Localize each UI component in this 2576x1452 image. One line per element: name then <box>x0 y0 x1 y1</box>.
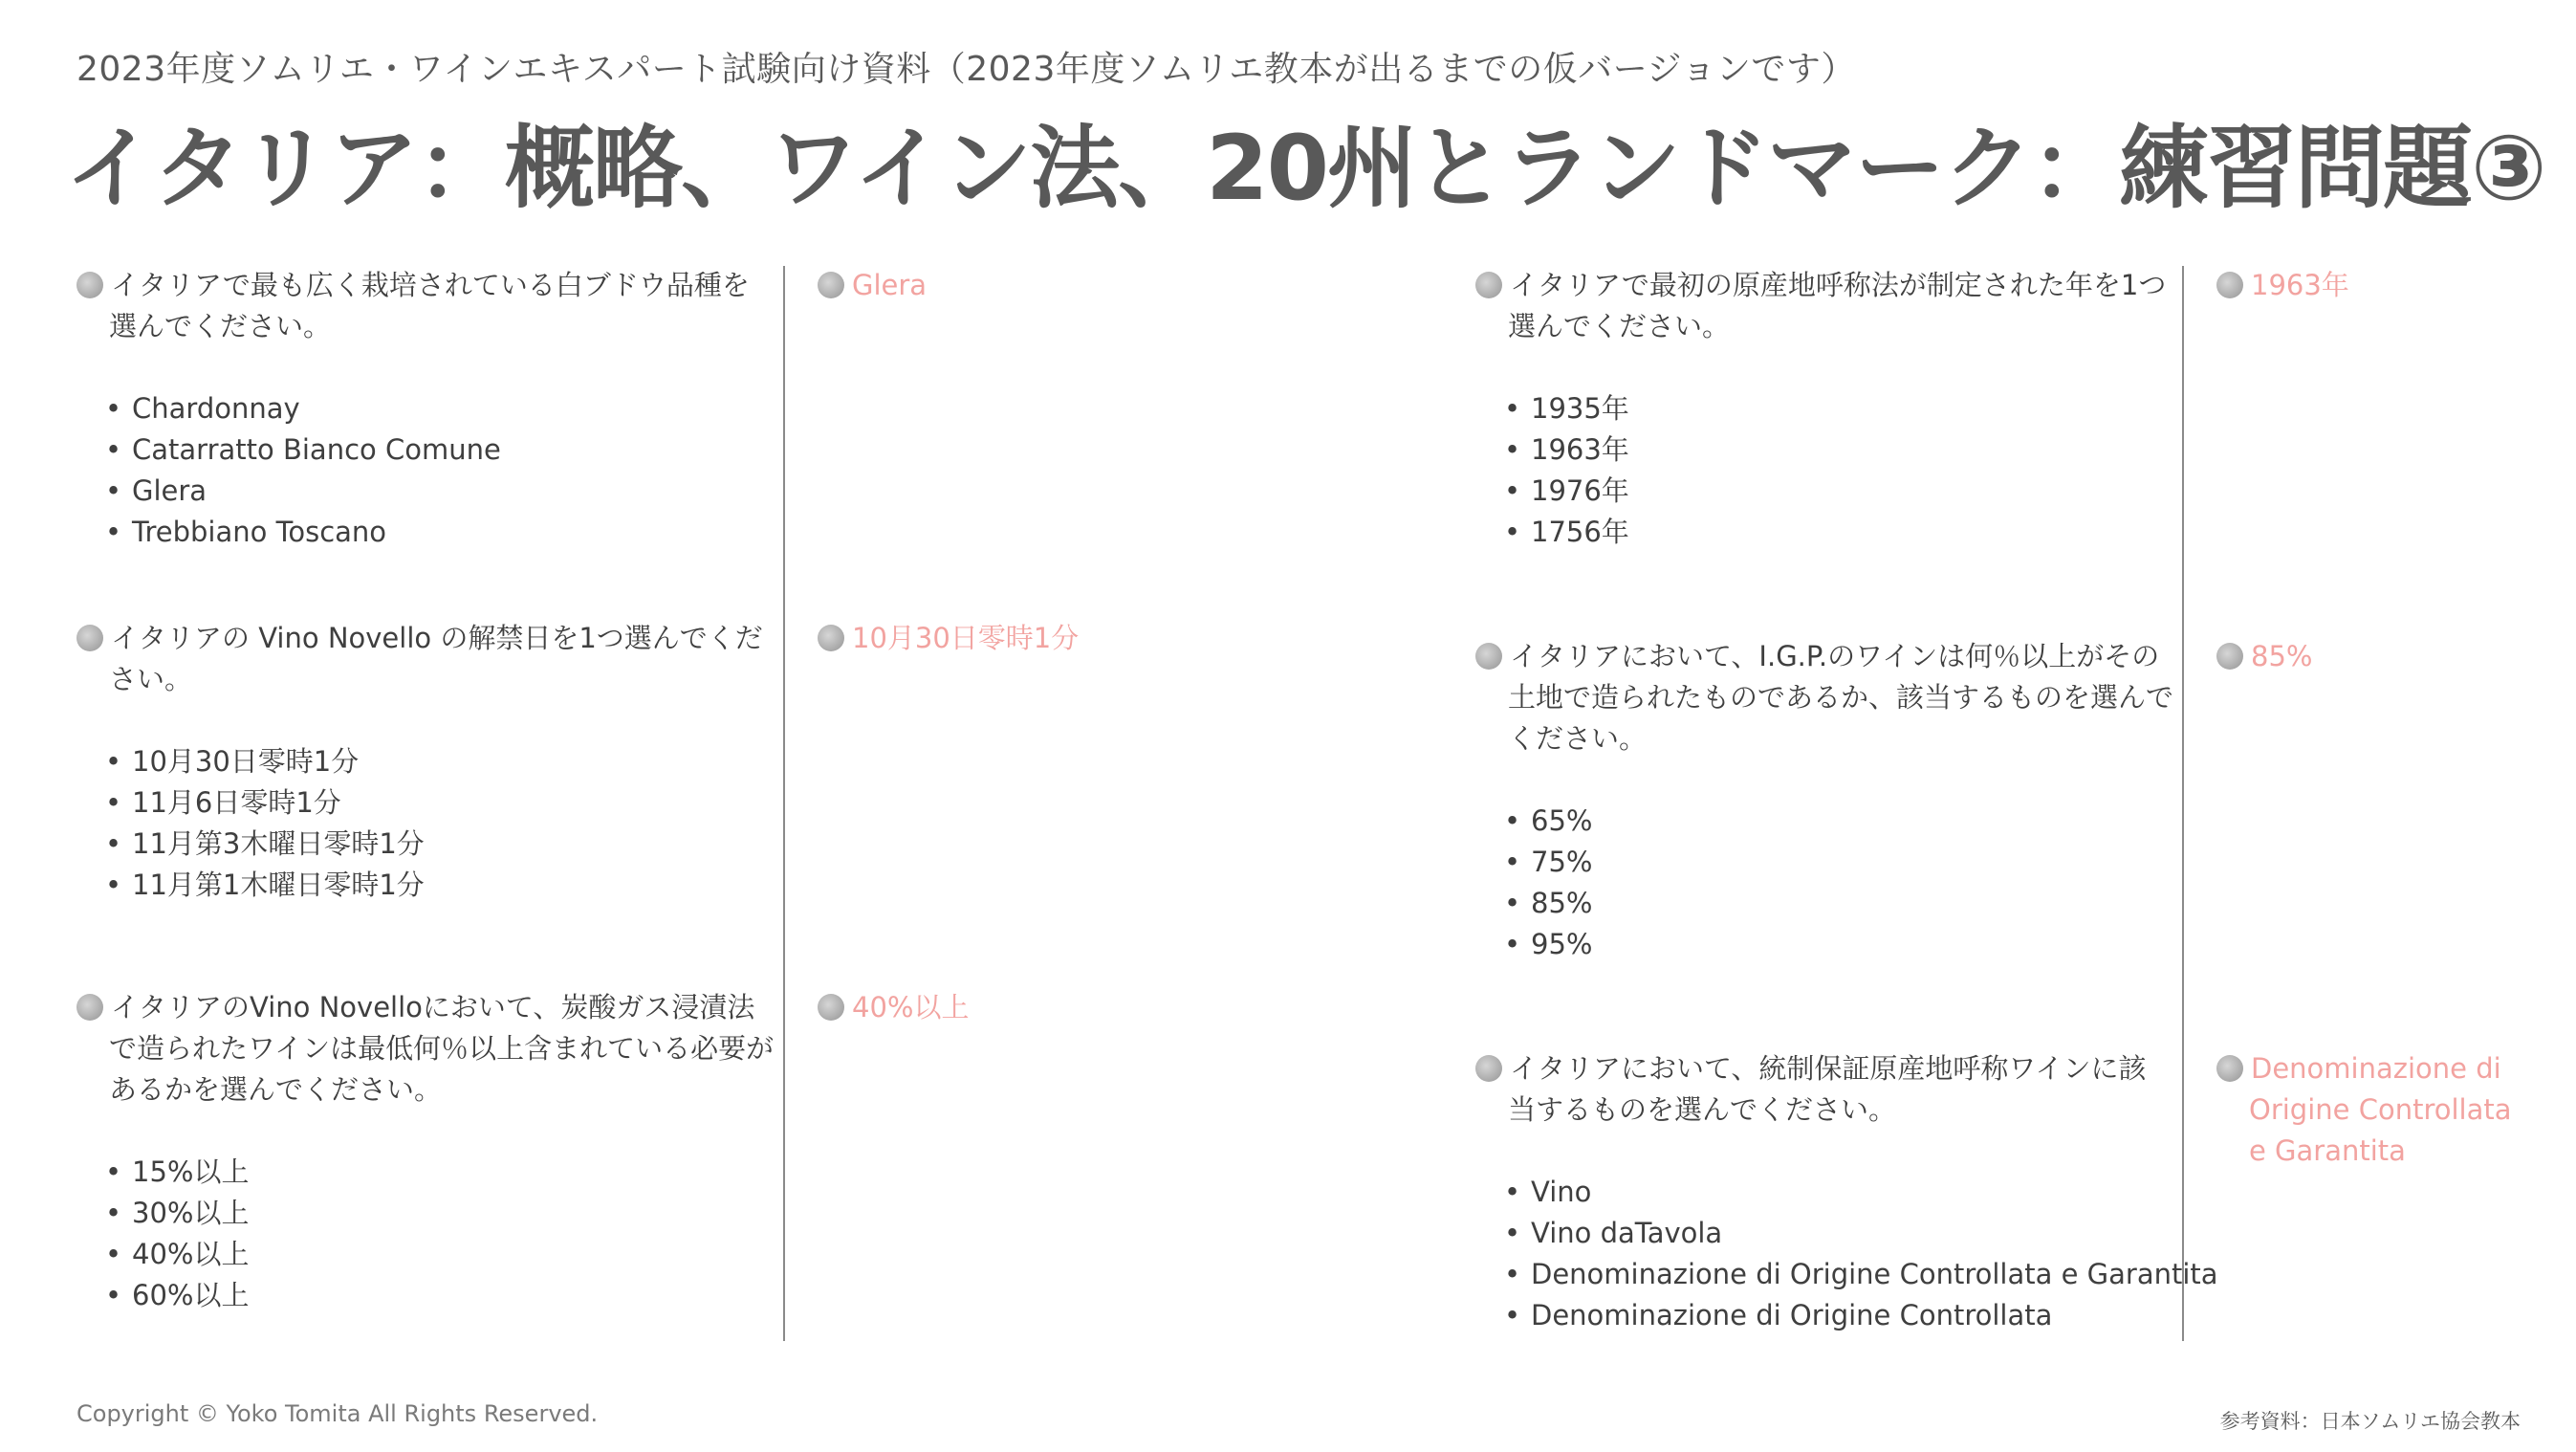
answer-4 <box>2216 265 2532 306</box>
question-1-options <box>76 388 775 553</box>
bullet-circle-icon <box>2216 272 2243 298</box>
bullet-circle-icon <box>76 994 103 1021</box>
answer-4-text: 1963年 <box>2251 269 2349 301</box>
option: • 75% <box>1504 842 2173 883</box>
bullet-circle-icon <box>1475 643 1502 670</box>
column-divider-left <box>783 266 785 1341</box>
answer-3-text: 40%以上 <box>852 991 970 1023</box>
question-1-text: イタリアで最も広く栽培されている白ブドウ品種を選んでください。 <box>109 269 750 342</box>
option: • Catarratto Bianco Comune <box>105 429 775 471</box>
option: • 10月30日零時1分 <box>105 741 775 782</box>
answer-2-text: 10月30日零時1分 <box>852 622 1080 654</box>
option: • 15%以上 <box>105 1152 775 1193</box>
question-5 <box>1475 636 2173 965</box>
option: • 95% <box>1504 924 2173 965</box>
bullet-circle-icon <box>1475 1055 1502 1082</box>
answer-5-text: 85% <box>2251 640 2313 672</box>
question-6-options <box>1475 1172 2218 1336</box>
option: • Trebbiano Toscano <box>105 512 775 553</box>
question-6 <box>1475 1048 2218 1336</box>
reference-note: 参考資料：日本ソムリエ協会教本 <box>2219 1410 2521 1433</box>
answer-1 <box>818 265 1353 306</box>
question-2 <box>76 618 775 906</box>
answer-1-text: Glera <box>852 269 928 301</box>
bullet-circle-icon <box>818 272 844 298</box>
question-5-text: イタリアにおいて、I.G.P.のワインは何％以上がその土地で造られたものであるか、該当するものを選んでください。 <box>1508 640 2174 755</box>
answer-5 <box>2216 636 2532 677</box>
question-3-options <box>76 1152 775 1316</box>
option: • Vino daTavola <box>1504 1213 2173 1254</box>
question-2-options <box>76 741 775 906</box>
option: • Chardonnay <box>105 388 775 429</box>
option: • 1963年 <box>1504 429 2173 471</box>
option: • 11月6日零時1分 <box>105 782 775 824</box>
question-4-text: イタリアで最初の原産地呼称法が制定された年を1つ選んでください。 <box>1508 269 2167 342</box>
bullet-circle-icon <box>2216 643 2243 670</box>
option: • 30%以上 <box>105 1193 775 1234</box>
column-divider-right <box>2182 266 2184 1341</box>
bullet-circle-icon <box>76 272 103 298</box>
answer-6 <box>2216 1048 2536 1172</box>
option: • Glera <box>105 471 775 512</box>
question-2-text: イタリアの Vino Novello の解禁日を1つ選んでください。 <box>109 622 763 695</box>
answer-6-text: Denominazione di Origine Controllata e Garantita <box>2249 1052 2512 1167</box>
question-1 <box>76 265 775 553</box>
question-3 <box>76 987 775 1316</box>
question-4 <box>1475 265 2173 553</box>
option: • 60%以上 <box>105 1275 775 1316</box>
copyright-notice: Copyright © Yoko Tomita All Rights Reserved. <box>76 1400 599 1427</box>
option: • 11月第3木曜日零時1分 <box>105 824 775 865</box>
page-subtitle: 2023年度ソムリエ・ワインエキスパート試験向け資料（2023年度ソムリエ教本が出るまでの仮バージョンです） <box>76 50 1856 89</box>
question-5-options <box>1475 801 2173 965</box>
bullet-circle-icon <box>76 625 103 651</box>
option: • Vino <box>1504 1172 2173 1213</box>
answer-3 <box>818 987 1353 1028</box>
question-6-text: イタリアにおいて、統制保証原産地呼称ワインに該当するものを選んでください。 <box>1508 1052 2147 1126</box>
option: • 40%以上 <box>105 1234 775 1275</box>
option: • 85% <box>1504 883 2173 924</box>
option: • 1935年 <box>1504 388 2173 429</box>
bullet-circle-icon <box>2216 1055 2243 1082</box>
option: • 1756年 <box>1504 512 2173 553</box>
bullet-circle-icon <box>818 625 844 651</box>
question-4-options <box>1475 388 2173 553</box>
option: • 65% <box>1504 801 2173 842</box>
bullet-circle-icon <box>1475 272 1502 298</box>
question-3-text: イタリアのVino Novelloにおいて、炭酸ガス浸漬法で造られたワインは最低何％以上含まれている必要があるかを選んでください。 <box>109 991 775 1106</box>
bullet-circle-icon <box>818 994 844 1021</box>
option: • Denominazione di Origine Controllata <box>1504 1295 2173 1336</box>
page-title: イタリア：概略、ワイン法、20州とランドマーク：練習問題③ <box>65 117 2545 221</box>
option: • Denominazione di Origine Controllata e Garantita <box>1504 1254 2173 1295</box>
answer-2 <box>818 618 1353 659</box>
option: • 1976年 <box>1504 471 2173 512</box>
option: • 11月第1木曜日零時1分 <box>105 865 775 906</box>
